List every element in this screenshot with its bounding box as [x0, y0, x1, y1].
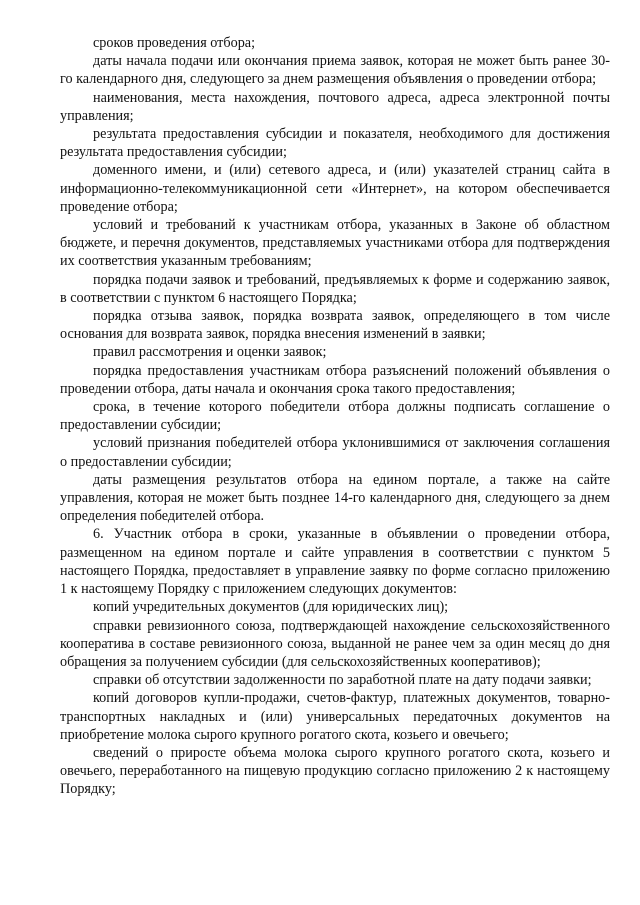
paragraph: справки ревизионного союза, подтверждающей нахождение сельскохозяйственного кооператива в составе ревизионного союза, выданной не ранее чем за один месяц до дня обращения за получением субсидии (для сельскохозяйственных кооперативов);	[60, 617, 610, 670]
paragraph: справки об отсутствии задолженности по заработной плате на дату подачи заявки;	[93, 672, 592, 689]
paragraph: сроков проведения отбора;	[93, 35, 256, 51]
paragraph: порядка предоставления участникам отбора разъяснений положений объявления о проведении отбора, даты начала и окончания срока такого предоставления;	[60, 362, 610, 397]
paragraph: срока, в течение которого победители отбора должны подписать соглашение о предоставлении субсидии;	[60, 399, 610, 434]
paragraph: даты размещения результатов отбора на едином портале, а также на сайте управления, которая не может быть позднее 14-го календарного дня, следующего за днем определения победителей отбора.	[60, 471, 610, 525]
paragraph: сведений о приросте объема молока сырого крупного рогатого скота, козьего и овечьего, переработанного на пищевую продукцию согласно приложению 2 к настоящему Порядку;	[60, 744, 610, 798]
paragraph: копий договоров купли-продажи, счетов-фактур, платежных документов, товарно-транспортных накладных и (или) универсальных передаточных документов на приобретение молока сырого крупного рогатого скота, козьего и овечьего;	[60, 690, 610, 743]
paragraph: 6. Участник отбора в сроки, указанные в объявлении о проведении отбора, размещенном на едином портале и сайте управления в соответствии с пунктом 5 настоящего Порядка, предоставляет в управление заявку по форме согласно приложению 1 к настоящему Порядку с приложением следующих документов:	[60, 526, 610, 598]
paragraph: результата предоставления субсидии и показателя, необходимого для достижения результата предоставления субсидии;	[60, 126, 610, 161]
document-page	[60, 34, 610, 799]
paragraph: порядка отзыва заявок, порядка возврата заявок, определяющего в том числе основания для возврата заявок, порядка внесения изменений в заявки;	[60, 308, 610, 343]
paragraph: копий учредительных документов (для юридических лиц);	[93, 599, 449, 616]
paragraph: правил рассмотрения и оценки заявок;	[93, 344, 327, 361]
paragraph: условий и требований к участникам отбора, указанных в Законе об областном бюджете, и перечня документов, представляемых участниками отбора для подтверждения их соответствия указанным требованиям;	[60, 217, 610, 270]
paragraph: условий признания победителей отбора уклонившимися от заключения соглашения о предоставлении субсидии;	[60, 435, 610, 470]
paragraph: порядка подачи заявок и требований, предъявляемых к форме и содержанию заявок, в соответствии с пунктом 6 настоящего Порядка;	[60, 271, 610, 306]
paragraph: доменного имени, и (или) сетевого адреса, и (или) указателей страниц сайта в информационно-телекоммуникационной сети «Интернет», на котором обеспечивается проведение отбора;	[60, 162, 610, 215]
paragraph: наименования, места нахождения, почтового адреса, адреса электронной почты управления;	[60, 89, 610, 124]
paragraph: даты начала подачи или окончания приема заявок, которая не может быть ранее 30-го календарного дня, следующего за днем размещения объявления о проведении отбора;	[60, 53, 610, 88]
